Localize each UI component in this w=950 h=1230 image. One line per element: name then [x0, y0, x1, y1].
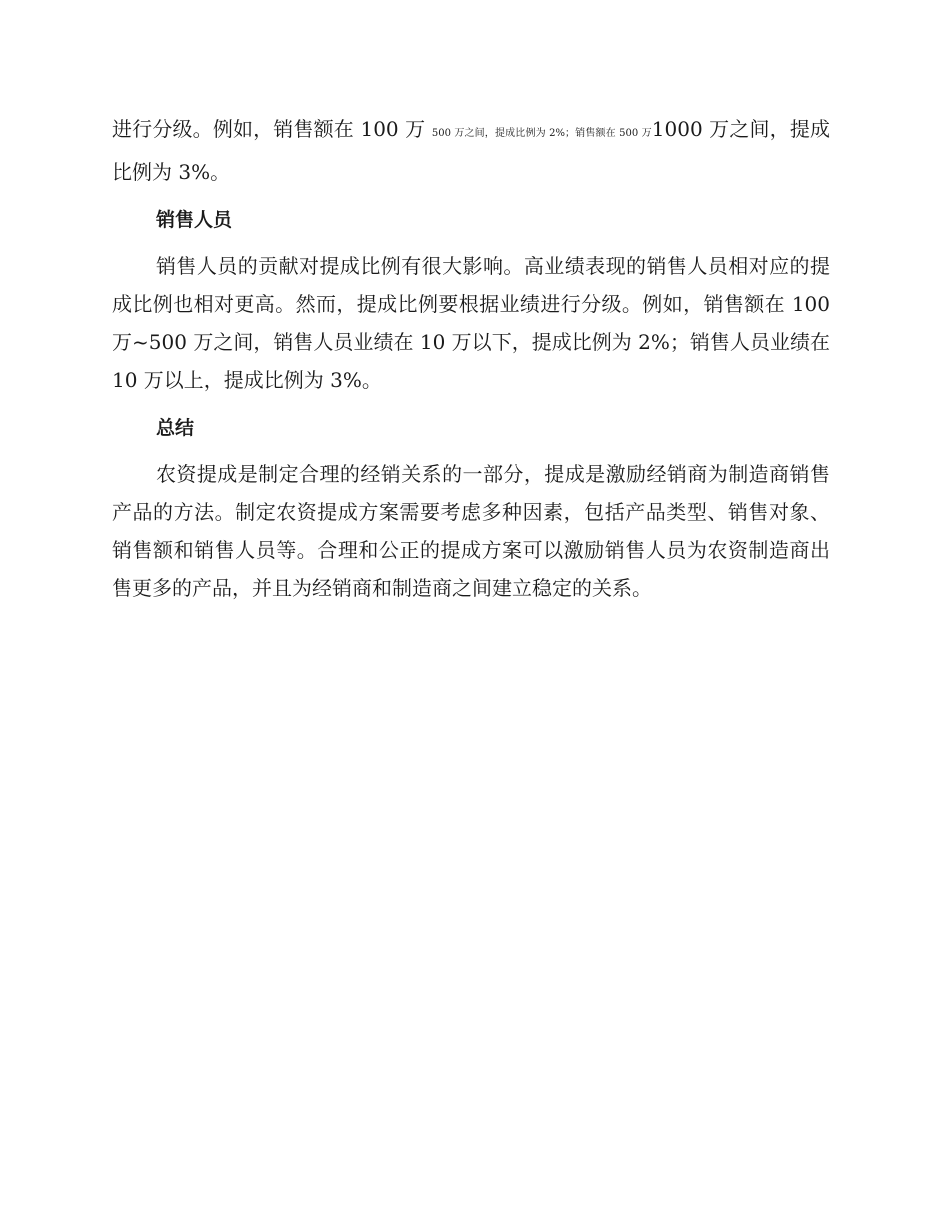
section-heading-summary: 总结: [156, 417, 195, 439]
intro-text-part-a: 进行分级。例如，销售额在 100 万: [112, 117, 426, 141]
summary-paragraph: 农资提成是制定合理的经销关系的一部分，提成是激励经销商为制造商销售产品的方法。制定农资提成方案需要考虑多种因素，包括产品类型、销售对象、销售额和销售人员等。合理和公正的提成方案可以激励销售人员为农资制造商出售更多的产品，并且为经销商和制造商之间建立稳定的关系。: [112, 462, 830, 600]
document-content: [112, 110, 830, 607]
intro-text-part-b: 1000 万之间，提成比例为 3%。: [112, 117, 831, 184]
intro-text-small: 500 万之间，提成比例为 2%；销售额在 500 万: [431, 128, 652, 139]
intro-paragraph: [112, 110, 830, 191]
sales-staff-paragraph: 销售人员的贡献对提成比例有很大影响。高业绩表现的销售人员相对应的提成比例也相对更高。然而，提成比例要根据业绩进行分级。例如，销售额在 100 万~500 万之间，销售人员业绩在 10 万以下，提成比例为 2%；销售人员业绩在 10 万以上，提成比例为 3%。: [112, 254, 830, 392]
section-heading-sales-staff: 销售人员: [156, 209, 233, 231]
